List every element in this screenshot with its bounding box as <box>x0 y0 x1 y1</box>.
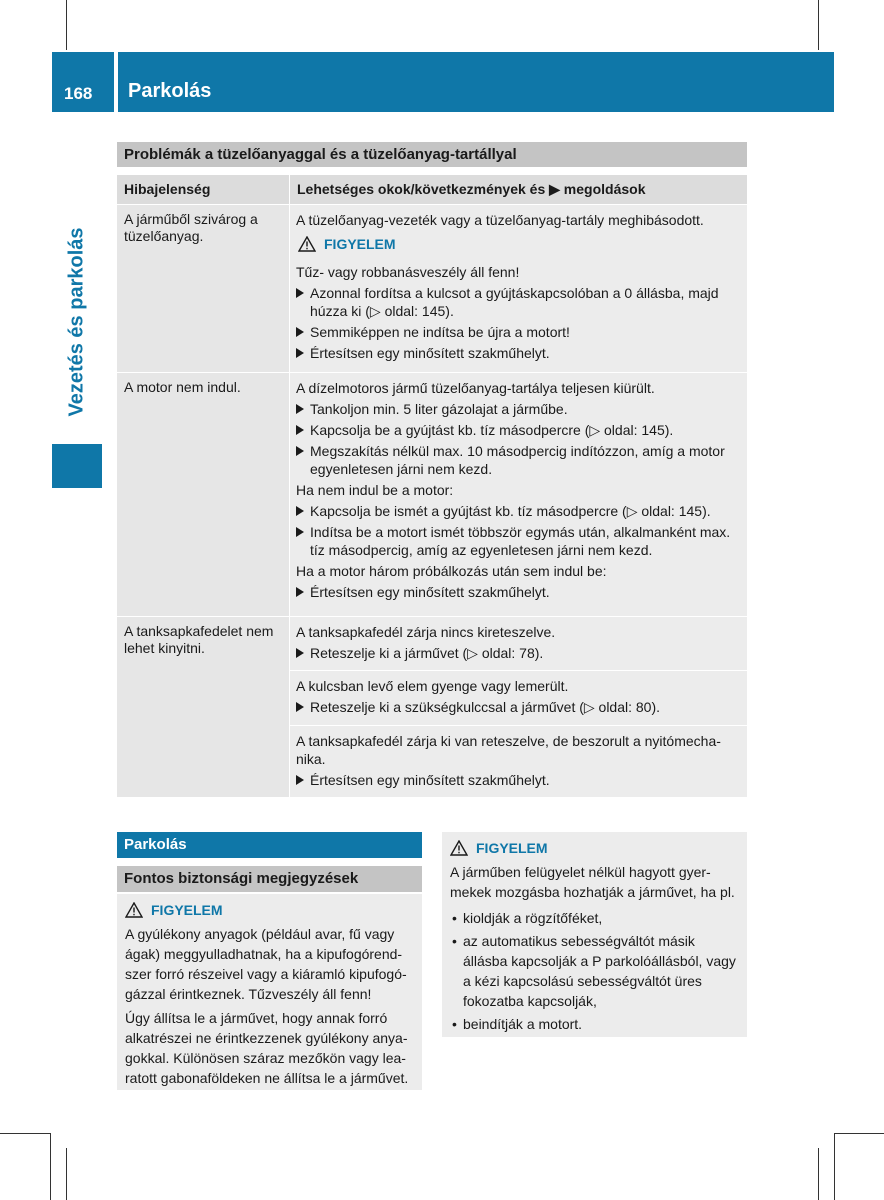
step-item <box>296 698 741 716</box>
crop-mark <box>818 1148 819 1200</box>
arrow-icon <box>296 425 304 435</box>
table-header-problem: Hibajelenség <box>117 175 289 204</box>
warning-label: FIGYELEM <box>324 236 396 252</box>
table-cell-cause <box>290 617 747 670</box>
arrow-icon <box>296 288 304 298</box>
table-cell-problem <box>117 617 289 797</box>
cause-text: A dízelmotoros jármű tüzelőanyag-tartálya teljesen kiürült. <box>296 380 655 396</box>
side-tab-label: Vezetés és parkolás <box>65 227 88 417</box>
cause-text: A tanksapkafedél zárja nincs kireteszelve. <box>296 624 556 640</box>
note-text: Ha nem indul be a motor: <box>296 482 454 498</box>
list-item: • az automatikus sebességváltót másik állásba kapcsolják a P parkolóállásból, vagy a kézi kapcsolású sebességváltót üres fokozatba kapcsolják, <box>450 931 739 1011</box>
arrow-icon <box>296 648 304 658</box>
step-text: Reteszelje ki a járművet (▷ oldal: 78). <box>310 645 544 661</box>
step-text: Értesítsen egy minősített szakműhelyt. <box>310 772 550 788</box>
step-item <box>296 644 741 662</box>
crop-mark <box>818 0 819 50</box>
step-item <box>296 523 741 559</box>
arrow-icon <box>296 527 304 537</box>
table-header-cause <box>290 175 747 204</box>
crop-mark <box>834 1133 884 1134</box>
step-text: Semmiképpen ne indítsa be újra a motort! <box>310 324 570 340</box>
step-item <box>296 583 741 601</box>
page-number: 168 <box>64 84 93 103</box>
step-item <box>296 400 741 418</box>
cause-text: A tüzelőanyag-vezeték vagy a tüzelőanyag-tartály meghibásodott. <box>296 212 704 228</box>
step-text: Tankoljon min. 5 liter gázolajat a járműbe. <box>310 401 568 417</box>
crop-mark <box>66 0 67 50</box>
parking-warning-panel <box>117 894 422 1090</box>
table-cell-problem <box>117 205 289 372</box>
step-text: Reteszelje ki a szükségkulccsal a járművet (▷ oldal: 80). <box>310 699 661 715</box>
cause-text: A tanksapkafedél zárja ki van reteszelve, de beszorult a nyitómechanika. <box>296 733 721 767</box>
problem-text: A járműből szivárog a tüzelőanyag. <box>124 211 258 244</box>
arrow-icon <box>296 587 304 597</box>
table-cell-cause <box>290 205 747 372</box>
arrow-icon <box>296 775 304 785</box>
step-text: Értesítsen egy minősített szakműhelyt. <box>310 345 550 361</box>
warning-header <box>125 900 414 920</box>
crop-mark <box>50 1133 51 1200</box>
warning-header <box>298 235 741 253</box>
table-header-cause-label: Lehetséges okok/következmények és ▶ megoldások <box>297 181 646 197</box>
step-text: Kapcsolja be a gyújtást kb. tíz másodpercre (▷ oldal: 145). <box>310 422 674 438</box>
warning-text: Tűz- vagy robbanásveszély áll fenn! <box>296 264 520 280</box>
step-item <box>296 284 741 320</box>
step-text: Értesítsen egy minősített szakműhelyt. <box>310 584 550 600</box>
arrow-icon <box>296 702 304 712</box>
table-cell-problem <box>117 373 289 616</box>
step-item <box>296 442 741 478</box>
list-item: • kioldják a rögzítőféket, <box>450 908 739 928</box>
step-item <box>296 323 741 341</box>
warning-paragraph: A gyúlékony anyagok (például avar, fű vagy ágak) meggyulladhatnak, ha a kipufogórendszer forró részeivel vagy a kiáramló kipufogógázzal érintkeznek. Tűzveszély áll fenn! <box>125 926 407 1002</box>
warning-label: FIGYELEM <box>476 840 548 856</box>
arrow-icon <box>296 348 304 358</box>
arrow-icon <box>296 404 304 414</box>
side-tab <box>52 200 102 444</box>
arrow-icon <box>296 446 304 456</box>
cause-text: A kulcsban levő elem gyenge vagy lemerült. <box>296 678 569 694</box>
step-item <box>296 771 741 789</box>
warning-icon <box>298 236 316 252</box>
side-tab-marker <box>52 444 102 488</box>
table-title: Problémák a tüzelőanyaggal és a tüzelőanyag-tartállyal <box>117 142 747 167</box>
warning-paragraph: Úgy állítsa le a járművet, hogy annak forró alkatrészei ne érintkezzenek gyúlékony anyagokkal. Különösen száraz mezőkön vagy learatott gabonaföldeken ne állítsa le a járművet. <box>125 1010 409 1086</box>
table-cell-cause <box>290 671 747 725</box>
step-item <box>296 344 741 362</box>
header-title-block <box>118 52 834 112</box>
note-text: Ha a motor három próbálkozás után sem indul be: <box>296 563 607 579</box>
warning-intro: A járműben felügyelet nélkül hagyott gyermekek mozgásba hozhatják a járművet, ha pl. <box>450 864 735 900</box>
crop-mark <box>834 1133 835 1200</box>
step-text: Azonnal fordítsa a kulcsot a gyújtáskapcsolóban a 0 állásba, majd húzza ki (▷ oldal: 145). <box>310 285 719 319</box>
warning-icon <box>125 902 143 918</box>
arrow-icon <box>296 327 304 337</box>
warning-header <box>450 838 739 858</box>
arrow-icon <box>296 506 304 516</box>
crop-mark <box>66 1148 67 1200</box>
step-item <box>296 421 741 439</box>
step-item <box>296 502 741 520</box>
table-cell-cause <box>290 373 747 616</box>
problem-text: A tanksapkafedelet nem lehet kinyitni. <box>124 623 274 656</box>
step-text: Kapcsolja be ismét a gyújtást kb. tíz másodpercre (▷ oldal: 145). <box>310 503 711 519</box>
step-text: Megszakítás nélkül max. 10 másodpercig indítózzon, amíg a motor egyenletesen járni nem kezd. <box>310 443 725 477</box>
crop-mark <box>0 1133 50 1134</box>
page-title: Parkolás <box>128 80 212 102</box>
subsection-title: Fontos biztonsági megjegyzések <box>117 866 422 892</box>
children-warning-panel <box>442 832 747 1037</box>
warning-label: FIGYELEM <box>151 902 223 918</box>
step-text: Indítsa be a motort ismét többször egymás után, alkalmanként max. tíz másodpercig, amíg az egyenletesen járni nem kezd. <box>310 524 731 558</box>
warning-icon <box>450 840 468 856</box>
problem-text: A motor nem indul. <box>124 379 241 395</box>
table-cell-cause <box>290 726 747 797</box>
list-item: • beindítják a motort. <box>450 1014 739 1034</box>
section-title: Parkolás <box>117 832 422 858</box>
